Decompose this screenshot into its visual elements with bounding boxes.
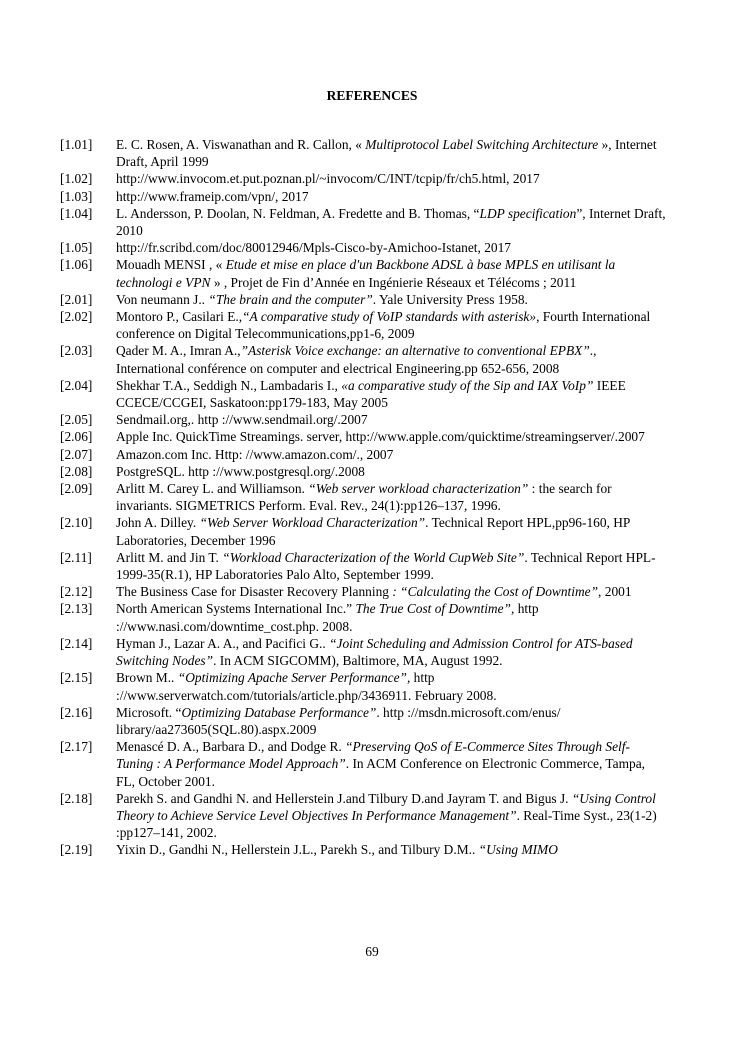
reference-text-segment: Mouadh MENSI , «: [116, 257, 226, 273]
reference-entry: [60, 342, 666, 376]
reference-text-segment: . Technical Report HPL,pp96-160, HP Laboratories, December 1996: [116, 515, 630, 548]
reference-number: [1.04]: [60, 205, 93, 221]
reference-entry: [60, 704, 666, 738]
reference-entry: [60, 841, 666, 858]
reference-text: [116, 635, 666, 669]
reference-text-segment: http ://www.serverwatch.com/tutorials/article.php/3436911. February 2008.: [116, 670, 497, 703]
reference-text: [116, 549, 666, 583]
reference-entry: [60, 291, 666, 308]
reference-text: [116, 239, 666, 256]
reference-title-italic: “Web Server Workload Characterization”: [199, 515, 426, 531]
reference-number: [2.01]: [60, 291, 93, 307]
reference-text-segment: Von neumann J..: [116, 291, 209, 307]
reference-number: [2.11]: [60, 549, 92, 565]
reference-text: [116, 342, 666, 376]
reference-entry: [60, 600, 666, 634]
reference-number: [2.06]: [60, 429, 93, 445]
reference-number: [2.04]: [60, 377, 93, 393]
reference-number: [2.14]: [60, 635, 93, 651]
reference-text-segment: Microsoft. “: [116, 704, 182, 720]
reference-text: [116, 514, 666, 548]
reference-text-segment: Hyman J., Lazar A. A., and Pacifici G..: [116, 635, 330, 651]
reference-title-italic: “A comparative study of VoIP standards with asterisk»: [242, 309, 537, 325]
reference-number: [2.15]: [60, 670, 93, 686]
reference-title-italic: The True Cost of Downtime”,: [355, 601, 515, 617]
reference-list: [60, 136, 666, 859]
reference-entry: [60, 377, 666, 411]
reference-text-segment: : the search for invariants. SIGMETRICS Perform. Eval. Rev., 24(1):pp126–137, 1996.: [116, 481, 612, 514]
reference-entry: [60, 738, 666, 790]
reference-title-italic: “Workload Characterization of the World CupWeb Site”: [222, 549, 525, 565]
reference-text: [116, 170, 666, 187]
reference-title-italic: Multiprotocol Label Switching Architecture: [365, 137, 599, 152]
reference-entry: [60, 514, 666, 548]
reference-entry: [60, 256, 666, 290]
reference-title-italic: “Web server workload characterization”: [308, 481, 529, 497]
reference-text: [116, 704, 666, 738]
reference-text: [116, 136, 666, 170]
reference-text-segment: . Real-Time Syst., 23(1-2) :pp127–141, 2002.: [116, 807, 657, 841]
reference-text: [116, 411, 666, 428]
reference-entry: [60, 583, 666, 600]
reference-title-italic: “Joint Scheduling and Admission Control for ATS-based Switching Nodes”: [116, 635, 633, 669]
reference-text-segment: L. Andersson, P. Doolan, N. Feldman, A. Fredette and B. Thomas, “: [116, 205, 480, 221]
reference-text-segment: http://fr.scribd.com/doc/80012946/Mpls-Cisco-by-Amichoo-Istanet, 2017: [116, 240, 511, 256]
reference-text: [116, 600, 666, 634]
reference-entry: [60, 239, 666, 256]
reference-text-segment: PostgreSQL. http ://www.postgresql.org/.2008: [116, 463, 365, 479]
reference-number: [1.05]: [60, 240, 93, 256]
reference-number: [2.02]: [60, 309, 93, 325]
reference-number: [2.17]: [60, 739, 93, 755]
reference-number: [2.10]: [60, 515, 93, 531]
reference-text-segment: http://www.invocom.et.put.poznan.pl/~invocom/C/INT/tcpip/fr/ch5.html, 2017: [116, 171, 540, 187]
reference-title-italic: “Optimizing Apache Server Performance”,: [177, 670, 411, 686]
reference-text-segment: Shekhar T.A., Seddigh N., Lambadaris I.,: [116, 377, 342, 393]
reference-number: [1.01]: [60, 137, 93, 152]
reference-title-italic: Etude et mise en place d'un Backbone ADSL à base MPLS en utilisant la technologi e VPN: [116, 257, 616, 290]
reference-entry: [60, 635, 666, 669]
reference-text-segment: Brown M..: [116, 670, 178, 686]
reference-text-segment: », Internet Draft, April 1999: [116, 137, 657, 170]
reference-text-segment: http ://www.nasi.com/downtime_cost.php. 2008.: [116, 601, 539, 634]
reference-entry: [60, 549, 666, 583]
reference-title-italic: Optimizing Database Performance”: [181, 704, 377, 720]
reference-text: [116, 446, 666, 463]
reference-text: [116, 428, 666, 445]
reference-text-segment: Arlitt M. and Jin T.: [116, 549, 223, 565]
reference-number: [2.13]: [60, 601, 93, 617]
reference-text-segment: Menascé D. A., Barbara D., and Dodge R.: [116, 739, 346, 755]
reference-entry: [60, 188, 666, 205]
reference-text: [116, 308, 666, 342]
reference-entry: [60, 428, 666, 445]
reference-number: [2.07]: [60, 446, 93, 462]
reference-entry: [60, 790, 666, 842]
page-number: 69: [365, 944, 379, 959]
reference-number: [2.08]: [60, 463, 93, 479]
reference-title-italic: «a comparative study of the Sip and IAX VoIp”: [341, 377, 594, 393]
reference-entry: [60, 411, 666, 428]
reference-title-italic: ”Asterisk Voice exchange: an alternative to conventional EPBX”: [240, 343, 590, 359]
reference-text-segment: » , Projet de Fin d’Année en Ingénierie Réseaux et Télécoms ; 2011: [210, 274, 577, 290]
reference-text: [116, 291, 666, 308]
reference-number: [2.19]: [60, 842, 93, 858]
reference-entry: [60, 480, 666, 514]
reference-text-segment: Amazon.com Inc. Http: //www.amazon.com/., 2007: [116, 446, 394, 462]
reference-number: [2.12]: [60, 584, 93, 600]
reference-text-segment: E. C. Rosen, A. Viswanathan and R. Callon, «: [116, 137, 366, 152]
reference-number: [1.03]: [60, 188, 93, 204]
page-title: REFERENCES: [326, 88, 418, 103]
reference-number: [1.06]: [60, 257, 93, 273]
reference-title-italic: LDP specification: [479, 205, 577, 221]
reference-text: [116, 790, 666, 842]
reference-text-segment: . In ACM SIGCOMM), Baltimore, MA, August 1992.: [213, 653, 503, 669]
reference-text-segment: Apple Inc. QuickTime Streamings. server, http://www.apple.com/quicktime/streamingserver/.2007: [116, 429, 645, 445]
reference-text: [116, 583, 666, 600]
reference-title-italic: : “Calculating the Cost of Downtime”: [392, 584, 599, 600]
reference-title-italic: “Using Control Theory to Achieve Service Level Objectives In Performance Management”: [116, 790, 656, 823]
reference-number: [2.18]: [60, 790, 93, 806]
reference-text-segment: Yixin D., Gandhi N., Hellerstein J.L., Parekh S., and Tilbury D.M..: [116, 842, 479, 858]
reference-text-segment: ., International conférence on computer and electrical Engineering.pp 652-656, 2008: [116, 343, 597, 376]
reference-title-italic: “The brain and the computer”: [208, 291, 373, 307]
reference-number: [2.05]: [60, 412, 93, 428]
reference-text: [116, 841, 666, 858]
reference-text-segment: John A. Dilley.: [116, 515, 200, 531]
reference-text-segment: . Technical Report HPL-1999-35(R.1), HP Laboratories Palo Alto, September 1999.: [116, 549, 656, 583]
reference-text-segment: Parekh S. and Gandhi N. and Hellerstein J.and Tilbury D.and Jayram T. and Bigus J.: [116, 790, 572, 806]
reference-entry: [60, 308, 666, 342]
reference-text-segment: . Yale University Press 1958.: [372, 291, 528, 307]
reference-text: [116, 738, 666, 790]
reference-text: [116, 188, 666, 205]
reference-text-segment: Qader M. A., Imran A.,: [116, 343, 241, 359]
reference-text-segment: Arlitt M. Carey L. and Williamson.: [116, 481, 309, 497]
reference-entry: [60, 463, 666, 480]
reference-text: [116, 463, 666, 480]
reference-text-segment: , Fourth International conference on Digital Telecommunications,pp1-6, 2009: [116, 309, 651, 342]
reference-text: [116, 480, 666, 514]
reference-text-segment: . http ://msdn.microsoft.com/enus/ library/aa273605(SQL.80).aspx.2009: [116, 704, 561, 737]
reference-text: [116, 377, 666, 411]
reference-entry: [60, 170, 666, 187]
reference-number: [2.03]: [60, 343, 93, 359]
reference-entry: [60, 669, 666, 703]
reference-text-segment: The Business Case for Disaster Recovery Planning: [116, 584, 393, 600]
reference-text: [116, 669, 666, 703]
reference-number: [2.16]: [60, 704, 93, 720]
reference-number: [2.09]: [60, 481, 93, 497]
reference-title-italic: “Preserving QoS of E-Commerce Sites Through Self-Tuning : A Performance Model Approach”: [116, 739, 630, 772]
reference-title-italic: “Using MIMO: [478, 842, 558, 858]
reference-text-segment: ”, Internet Draft, 2010: [116, 205, 666, 239]
reference-entry: [60, 446, 666, 463]
reference-text-segment: Sendmail.org,. http ://www.sendmail.org/.2007: [116, 412, 368, 428]
reference-text-segment: , 2001: [598, 584, 632, 600]
reference-text-segment: North American Systems International Inc.”: [116, 601, 356, 617]
reference-number: [1.02]: [60, 171, 93, 187]
reference-text-segment: . In ACM Conference on Electronic Commerce, Tampa, FL, October 2001.: [116, 756, 646, 789]
reference-entry: [60, 205, 666, 239]
reference-text-segment: Montoro P., Casilari E.,: [116, 309, 243, 325]
reference-text-segment: http://www.frameip.com/vpn/, 2017: [116, 188, 309, 204]
reference-text: [116, 205, 666, 239]
reference-text-segment: IEEE CCECE/CCGEI, Saskatoon:pp179-183, May 2005: [116, 377, 626, 411]
reference-entry: [60, 136, 666, 170]
reference-text: [116, 256, 666, 290]
